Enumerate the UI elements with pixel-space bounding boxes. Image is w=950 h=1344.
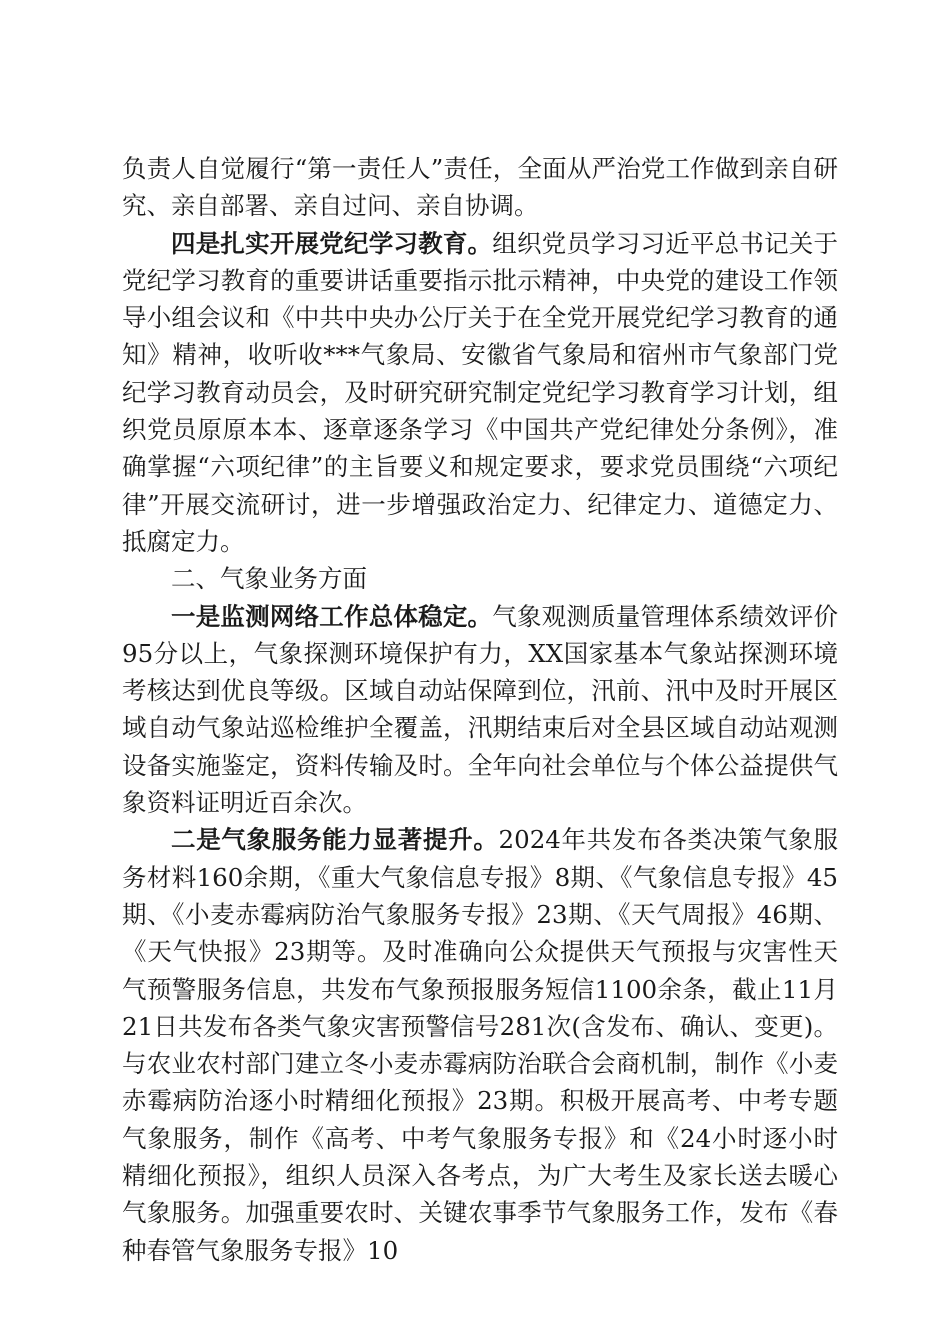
section-title: 二、气象业务方面: [171, 564, 367, 594]
document-body: [122, 150, 838, 1269]
paragraph-text: 组织党员学习习近平总书记关于党纪学习教育的重要讲话重要指示批示精神，中央党的建设工作领导小组会议和《中共中央办公厅关于在全党开展党纪学习教育的通知》精神，收听收***气象局、安徽省气象局和宿州市气象部门党纪学习教育动员会，及时研究研究制定党纪学习教育学习计划，组织党员原原本本、逐章逐条学习《中国共产党纪律处分条例》，准确掌握“六项纪律”的主旨要义和规定要求，要求党员围绕“六项纪律”开展交流研讨，进一步增强政治定力、纪律定力、道德定力、抵腐定力。: [122, 228, 838, 556]
paragraph-heading: 二是气象服务能力显著提升。: [171, 825, 499, 855]
paragraph-continuation: [122, 150, 838, 225]
paragraph-monitoring-network: [122, 598, 838, 822]
paragraph-service-capacity: [122, 821, 838, 1269]
paragraph-party-discipline: [122, 225, 838, 561]
paragraph-text: 2024年共发布各类决策气象服务材料160余期，《重大气象信息专报》8期、《气象信息专报》45期、《小麦赤霉病防治气象服务专报》23期、《天气周报》46期、《天气快报》23期等。及时准确向公众提供天气预报与灾害性天气预警服务信息，共发布气象预报服务短信1100余条，截止11月21日共发布各类气象灾害预警信号281次(含发布、确认、变更)。与农业农村部门建立冬小麦赤霉病防治联合会商机制，制作《小麦赤霉病防治逐小时精细化预报》23期。积极开展高考、中考专题气象服务，制作《高考、中考气象服务专报》和《24小时逐小时精细化预报》，组织人员深入各考点，为广大考生及家长送去暖心气象服务。加强重要农时、关键农事季节气象服务工作，发布《春种春管气象服务专报》10: [122, 825, 838, 1265]
paragraph-text: 气象观测质量管理体系绩效评价95分以上，气象探测环境保护有力，XX国家基本气象站探测环境考核达到优良等级。区域自动站保障到位，汛前、汛中及时开展区域自动气象站巡检维护全覆盖，汛期结束后对全县区域自动站观测设备实施鉴定，资料传输及时。全年向社会单位与个体公益提供气象资料证明近百余次。: [122, 601, 838, 818]
paragraph-heading: 四是扎实开展党纪学习教育。: [171, 228, 493, 258]
paragraph-text: 负责人自觉履行“第一责任人”责任，全面从严治党工作做到亲自研究、亲自部署、亲自过问、亲自协调。: [122, 154, 838, 221]
paragraph-heading: 一是监测网络工作总体稳定。: [171, 601, 493, 631]
